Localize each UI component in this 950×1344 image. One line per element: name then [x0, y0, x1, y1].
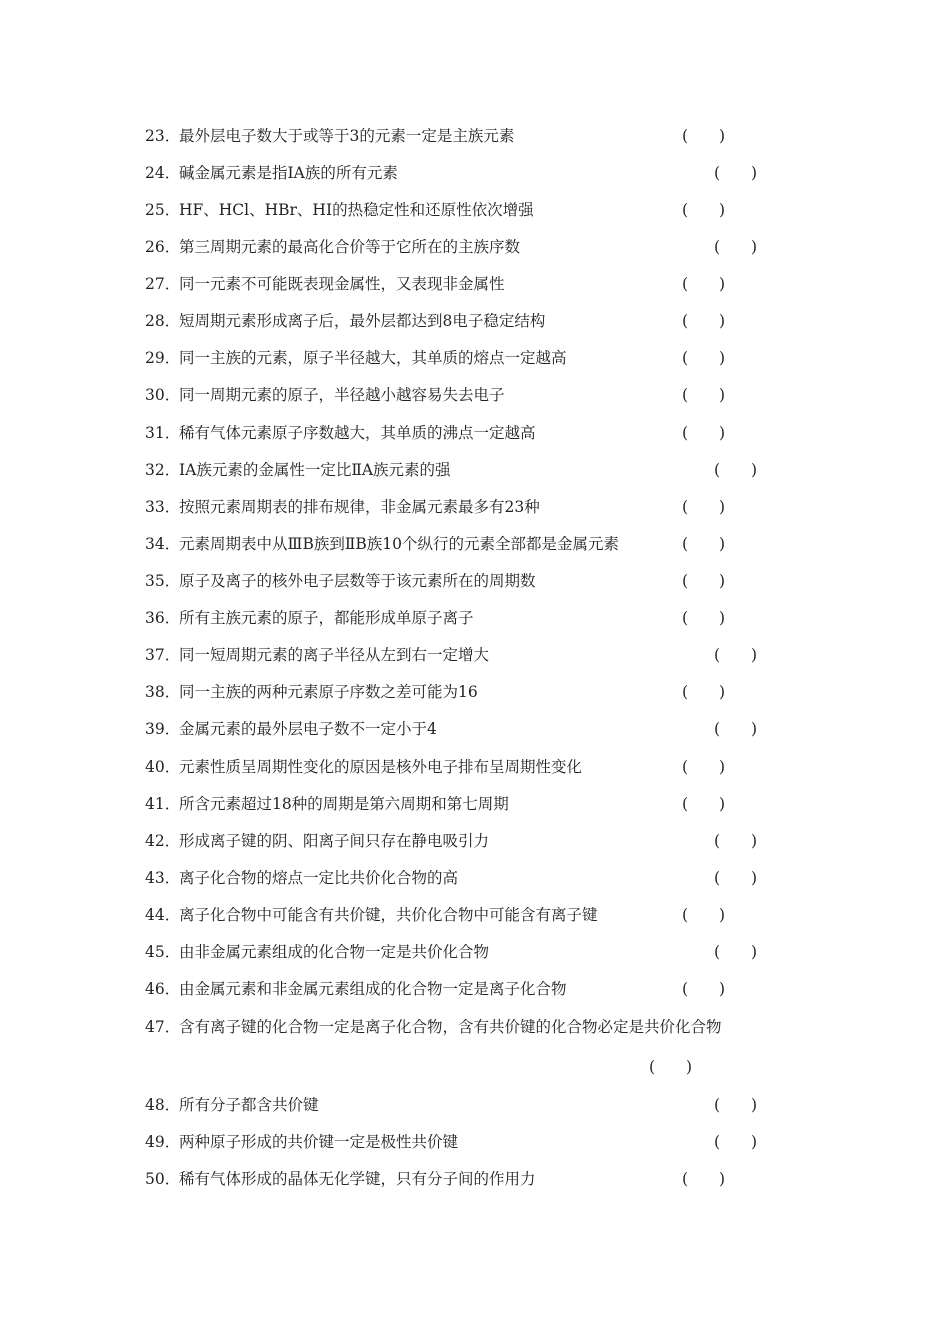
question-37	[145, 643, 489, 667]
question-text: 按照元素周期表的排布规律，非金属元素最多有23种	[179, 498, 540, 516]
answer-blank-34[interactable]: ( )	[682, 535, 726, 553]
question-text: 由非金属元素组成的化合物一定是共价化合物	[179, 943, 490, 961]
question-number: 33．	[145, 498, 181, 516]
answer-blank-32[interactable]: ( )	[714, 461, 758, 479]
answer-blank-47[interactable]: ( )	[649, 1058, 693, 1076]
question-text: 同一周期元素的原子，半径越小越容易失去电子	[179, 386, 505, 404]
question-text: ⅠA族元素的金属性一定比ⅡA族元素的强	[179, 461, 451, 479]
question-text: HF、HCl、HBr、HI的热稳定性和还原性依次增强	[179, 201, 534, 219]
answer-blank-43[interactable]: ( )	[714, 869, 758, 887]
question-number: 43．	[145, 869, 181, 887]
question-number: 24．	[145, 164, 181, 182]
answer-blank-33[interactable]: ( )	[682, 498, 726, 516]
question-number: 35．	[145, 572, 181, 590]
question-25	[145, 198, 534, 222]
question-text: 原子及离子的核外电子层数等于该元素所在的周期数	[179, 572, 536, 590]
question-number: 25．	[145, 201, 181, 219]
question-text: 同一主族的元素，原子半径越大，其单质的熔点一定越高	[179, 349, 567, 367]
question-number: 32．	[145, 461, 181, 479]
question-46	[145, 977, 567, 1001]
question-number: 29．	[145, 349, 181, 367]
question-23	[145, 124, 514, 148]
question-35	[145, 569, 536, 593]
question-text: 由金属元素和非金属元素组成的化合物一定是离子化合物	[179, 980, 567, 998]
question-text: 含有离子键的化合物一定是离子化合物，含有共价键的化合物必定是共价化合物	[179, 1018, 722, 1036]
answer-blank-38[interactable]: ( )	[682, 683, 726, 701]
question-text: 离子化合物的熔点一定比共价化合物的高	[179, 869, 459, 887]
question-number: 46．	[145, 980, 181, 998]
question-48	[145, 1093, 319, 1117]
question-number: 40．	[145, 758, 181, 776]
answer-blank-37[interactable]: ( )	[714, 646, 758, 664]
question-32	[145, 458, 451, 482]
answer-blank-35[interactable]: ( )	[682, 572, 726, 590]
question-text: 碱金属元素是指ⅠA族的所有元素	[179, 164, 398, 182]
question-41	[145, 792, 509, 816]
question-number: 31．	[145, 424, 181, 442]
question-text: 稀有气体元素原子序数越大，其单质的沸点一定越高	[179, 424, 536, 442]
answer-blank-39[interactable]: ( )	[714, 720, 758, 738]
question-text: 所有主族元素的原子，都能形成单原子离子	[179, 609, 474, 627]
answer-blank-27[interactable]: ( )	[682, 275, 726, 293]
question-text: 最外层电子数大于或等于3的元素一定是主族元素	[179, 127, 515, 145]
question-text: 第三周期元素的最高化合价等于它所在的主族序数	[179, 238, 521, 256]
question-text: 离子化合物中可能含有共价键，共价化合物中可能含有离子键	[179, 906, 598, 924]
question-text: 所有分子都含共价键	[179, 1096, 319, 1114]
answer-blank-28[interactable]: ( )	[682, 312, 726, 330]
answer-blank-31[interactable]: ( )	[682, 424, 726, 442]
answer-blank-41[interactable]: ( )	[682, 795, 726, 813]
question-text: 元素周期表中从ⅢB族到ⅡB族10个纵行的元素全部都是金属元素	[179, 535, 619, 553]
question-40	[145, 755, 582, 779]
question-29	[145, 346, 567, 370]
question-number: 47．	[145, 1018, 181, 1036]
question-number: 30．	[145, 386, 181, 404]
answer-blank-49[interactable]: ( )	[714, 1133, 758, 1151]
question-number: 37．	[145, 646, 181, 664]
answer-blank-24[interactable]: ( )	[714, 164, 758, 182]
question-number: 23．	[145, 127, 181, 145]
question-text: 形成离子键的阴、阳离子间只存在静电吸引力	[179, 832, 490, 850]
answer-blank-50[interactable]: ( )	[682, 1170, 726, 1188]
question-text: 稀有气体形成的晶体无化学键，只有分子间的作用力	[179, 1170, 536, 1188]
answer-blank-23[interactable]: ( )	[682, 127, 726, 145]
question-number: 27．	[145, 275, 181, 293]
question-text: 元素性质呈周期性变化的原因是核外电子排布呈周期性变化	[179, 758, 583, 776]
answer-blank-30[interactable]: ( )	[682, 386, 726, 404]
question-text: 同一元素不可能既表现金属性，又表现非金属性	[179, 275, 505, 293]
question-44	[145, 903, 598, 927]
question-30	[145, 383, 505, 407]
question-number: 28．	[145, 312, 181, 330]
question-number: 39．	[145, 720, 181, 738]
question-42	[145, 829, 489, 853]
question-28	[145, 309, 545, 333]
question-number: 34．	[145, 535, 181, 553]
answer-blank-36[interactable]: ( )	[682, 609, 726, 627]
question-45	[145, 940, 489, 964]
answer-blank-25[interactable]: ( )	[682, 201, 726, 219]
question-26	[145, 235, 520, 259]
question-number: 36．	[145, 609, 181, 627]
question-text: 金属元素的最外层电子数不一定小于4	[179, 720, 437, 738]
question-number: 41．	[145, 795, 181, 813]
answer-blank-26[interactable]: ( )	[714, 238, 758, 256]
question-text: 所含元素超过18种的周期是第六周期和第七周期	[179, 795, 509, 813]
question-49	[145, 1130, 458, 1154]
answer-blank-29[interactable]: ( )	[682, 349, 726, 367]
answer-blank-40[interactable]: ( )	[682, 758, 726, 776]
question-number: 44．	[145, 906, 181, 924]
answer-blank-46[interactable]: ( )	[682, 980, 726, 998]
question-number: 42．	[145, 832, 181, 850]
question-number: 26．	[145, 238, 181, 256]
question-27	[145, 272, 505, 296]
answer-blank-44[interactable]: ( )	[682, 906, 726, 924]
question-38	[145, 680, 478, 704]
question-50	[145, 1167, 536, 1191]
answer-blank-42[interactable]: ( )	[714, 832, 758, 850]
answer-blank-48[interactable]: ( )	[714, 1096, 758, 1114]
answer-blank-45[interactable]: ( )	[714, 943, 758, 961]
question-number: 49．	[145, 1133, 181, 1151]
question-number: 50．	[145, 1170, 181, 1188]
question-number: 48．	[145, 1096, 181, 1114]
question-text: 同一主族的两种元素原子序数之差可能为16	[179, 683, 478, 701]
question-text: 同一短周期元素的离子半径从左到右一定增大	[179, 646, 490, 664]
question-36	[145, 606, 474, 630]
question-24	[145, 161, 398, 185]
question-number: 45．	[145, 943, 181, 961]
question-text: 两种原子形成的共价键一定是极性共价键	[179, 1133, 459, 1151]
question-number: 38．	[145, 683, 181, 701]
question-31	[145, 421, 536, 445]
question-34	[145, 532, 619, 556]
question-39	[145, 717, 437, 741]
question-47	[145, 1015, 722, 1039]
question-33	[145, 495, 540, 519]
question-text: 短周期元素形成离子后，最外层都达到8电子稳定结构	[179, 312, 546, 330]
question-43	[145, 866, 458, 890]
